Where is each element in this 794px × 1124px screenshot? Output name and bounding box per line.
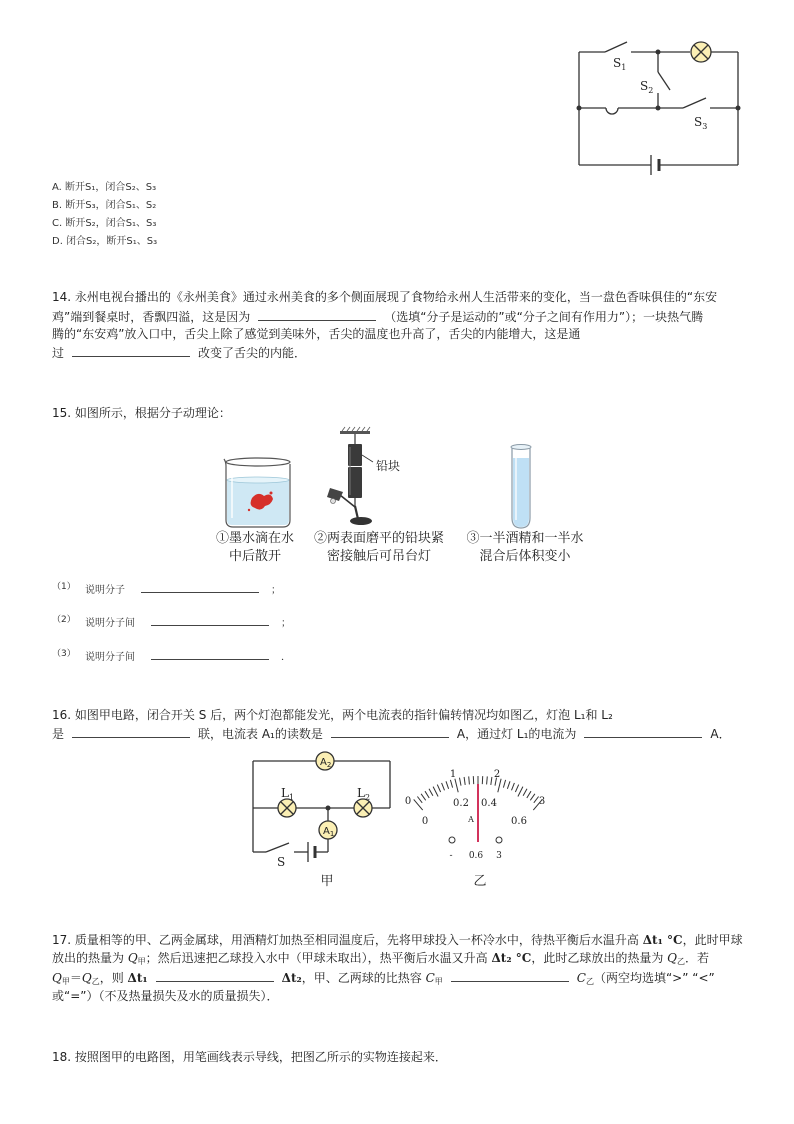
scale-tick	[491, 777, 492, 785]
scale-tick	[530, 794, 535, 801]
q16-circuit-diagram	[240, 745, 400, 870]
caption-line: ②两表面磨平的铅块紧	[313, 531, 444, 546]
figure-caption-2	[309, 530, 449, 566]
part-number: （1）	[52, 582, 76, 592]
caption-line: 密接触后可吊台灯	[326, 549, 431, 564]
scale-tick	[518, 787, 523, 797]
q14-text: 过	[52, 346, 65, 360]
math-eq: ＝	[69, 971, 82, 985]
scale-label-minor: 0	[421, 816, 429, 827]
scale-tick	[469, 776, 470, 784]
ammeter-a2-icon	[316, 752, 334, 770]
answer-blank	[72, 344, 190, 357]
q17-text: ，此时乙球放出的热量为	[531, 951, 668, 965]
label-l1: $L_1$	[281, 786, 295, 802]
scale-label-minor: 0.4	[481, 798, 497, 809]
ammeter-a1-icon	[319, 821, 337, 839]
caption-line: ①墨水滴在水	[215, 531, 294, 546]
scale-tick	[429, 789, 433, 796]
q17-text: ．若	[685, 951, 710, 965]
q16-line-2	[52, 725, 731, 742]
answer-blank	[151, 614, 269, 626]
scale-tick	[442, 783, 445, 790]
switch-s1-blade	[605, 42, 627, 52]
answer-blank	[141, 581, 259, 593]
figure-label-yi: 乙	[473, 874, 487, 889]
scale-tick	[425, 791, 429, 798]
math-delta-t2: Δt₂ °C	[491, 951, 532, 965]
scale-tick	[512, 783, 515, 790]
q16-text: A，通过灯 L₁的电流为	[456, 727, 577, 741]
option-b: B. 断开S₃，闭合S₁、S₂	[52, 200, 157, 211]
q15-part-2	[52, 612, 291, 632]
answer-blank	[258, 308, 376, 321]
battery-icon	[308, 842, 315, 862]
q15-part-3	[52, 646, 291, 666]
option-a: A. 断开S₁，闭合S₂、S₃	[52, 182, 157, 193]
scale-label-major: 0	[404, 796, 412, 807]
terminal-label: 3	[496, 851, 502, 861]
scale-label-minor: 0.2	[453, 798, 469, 809]
scale-tick	[523, 789, 527, 796]
lead-block-apparatus-icon	[327, 427, 400, 525]
q14-text: 鸡”端到餐桌时，香飘四溢，这是因为	[52, 310, 251, 324]
scale-tick	[455, 779, 458, 793]
q16-text: 联，电流表 A₁的读数是	[198, 727, 323, 741]
label-s3: $S_3$	[694, 115, 708, 131]
scale-tick	[450, 780, 452, 788]
figure-caption-1	[200, 530, 310, 566]
caption-line: 中后散开	[228, 549, 281, 564]
math-sub: 乙	[677, 957, 686, 966]
junction-dot	[326, 806, 331, 811]
scale-tick	[498, 779, 501, 793]
q16-text: 是	[52, 727, 65, 741]
scale-tick	[507, 781, 510, 789]
scale-tick	[464, 777, 465, 785]
switch-s3-blade	[683, 98, 706, 108]
q17-text: ，则	[99, 971, 128, 985]
part-end: ．	[281, 652, 291, 663]
q16-text: A．	[710, 727, 731, 741]
beaker-icon	[224, 458, 290, 527]
caption-line: 混合后体积变小	[479, 549, 571, 564]
terminal-posts	[449, 837, 502, 843]
circuit-wires	[579, 42, 738, 165]
math-delta-t1: Δt₁	[127, 971, 148, 985]
math-sub: 甲	[137, 957, 146, 966]
q14-text: （选填“分子是运动的”或“分子之间有作用力”）；一块热气腾	[384, 310, 704, 324]
q17-line-2	[52, 950, 709, 970]
lamp-icon	[691, 42, 711, 62]
q15-part-1	[52, 579, 281, 599]
q17-text: ，此时甲球	[682, 933, 743, 947]
math-c: C	[425, 971, 435, 985]
q17-text: ；然后迅速把乙球投入水中（甲球未取出），热平衡后水温又升高	[145, 951, 492, 965]
answer-blank	[451, 969, 569, 982]
scale-tick	[460, 778, 462, 786]
scale-label-minor: 0.6	[511, 816, 527, 827]
option-c: C. 断开S₂，闭合S₁、S₃	[52, 218, 157, 229]
q18-text: 18. 按照图甲的电路图，用笔画线表示导线，把图乙所示的实物连接起来．	[52, 1050, 447, 1064]
battery-icon	[651, 155, 659, 175]
q14-line-1: 14. 永州电视台播出的《永州美食》通过永州美食的多个侧面展现了食物给永州人生活带来的变化，当一盘色香味俱佳的“东安	[52, 290, 718, 304]
q14-line-3: 腾的“东安鸡”放入口中，舌尖上除了感觉到美味外，舌尖的温度也升高了，舌尖的内能增大，这是通	[52, 327, 581, 341]
part-end: ；	[281, 618, 291, 629]
scale-tick	[446, 781, 449, 789]
math-q: Q	[81, 971, 92, 985]
terminal-label: 0.6	[468, 851, 484, 861]
math-q: Q	[52, 971, 62, 985]
scale-tick	[437, 785, 440, 792]
math-delta-t2: Δt₂	[281, 971, 302, 985]
part-text: 说明分子间	[85, 652, 135, 663]
q15-figures	[200, 425, 600, 535]
scale-tick	[433, 787, 438, 797]
q14-text: 改变了舌尖的内能．	[198, 346, 307, 360]
scale-tick	[503, 780, 505, 788]
figure-label-jia: 甲	[320, 874, 334, 889]
answer-blank	[584, 725, 702, 738]
test-tube-icon	[511, 445, 531, 529]
answer-blank	[156, 969, 274, 982]
q14-line-2	[52, 308, 703, 325]
q13-circuit-diagram	[570, 35, 750, 185]
scale-tick	[421, 794, 426, 801]
answer-blank	[331, 725, 449, 738]
scale-tick	[527, 791, 531, 798]
q17-line-3	[52, 969, 715, 990]
scale-tick	[487, 776, 488, 784]
svg-text:A2: $A_2$	[320, 757, 332, 769]
math-sub: 甲	[61, 977, 70, 986]
scale-label-major: 1	[449, 769, 457, 780]
svg-text:A1: $A_1$	[323, 826, 335, 838]
math-sub: 乙	[585, 977, 594, 986]
part-text: 说明分子	[85, 585, 125, 596]
scale-tick	[417, 797, 422, 803]
answer-blank	[72, 725, 190, 738]
label-s2: $S_2$	[640, 79, 654, 95]
math-sub: 乙	[91, 977, 100, 986]
option-d: D. 闭合S₂，断开S₁、S₃	[52, 236, 158, 247]
q17-text: ，甲、乙两球的比热容	[301, 971, 426, 985]
q15-title: 15. 如图所示，根据分子动理论：	[52, 406, 231, 420]
scale-label-major: 3	[538, 796, 546, 807]
part-end: ；	[271, 585, 281, 596]
math-q: Q	[127, 951, 138, 965]
q16-line-1: 16. 如图甲电路，闭合开关 S 后，两个灯泡都能发光，两个电流表的指针偏转情况均如图乙，灯泡 L₁和 L₂	[52, 708, 613, 722]
switch-s-blade	[266, 843, 289, 852]
scale-label-major: 2	[493, 769, 501, 780]
part-number: （2）	[52, 615, 76, 625]
label-s1: $S_1$	[613, 56, 627, 72]
figure-caption-3	[460, 530, 590, 566]
q16-ammeter-dial	[395, 760, 555, 865]
q17-line-4: 或“=”）（不及热量损失及水的质量损失）．	[52, 989, 279, 1003]
wire-crossing-hop	[606, 108, 618, 114]
unit-label: A	[468, 815, 474, 824]
terminal-label: -	[449, 851, 453, 861]
caption-line: ③一半酒精和一半水	[466, 531, 584, 546]
answer-blank	[151, 648, 269, 660]
part-text: 说明分子间	[85, 618, 135, 629]
q14-line-4	[52, 344, 306, 361]
q17-text: 放出的热量为	[52, 951, 128, 965]
math-c: C	[576, 971, 586, 985]
scale-tick	[515, 785, 518, 792]
q17-line-1	[52, 932, 743, 948]
math-q: Q	[667, 951, 678, 965]
part-number: （3）	[52, 649, 76, 659]
q17-text: 17. 质量相等的甲、乙两金属球，用酒精灯加热至相同温度后，先将甲球投入一杯冷水中，待热平衡后水温升高	[52, 933, 643, 947]
label-s: S	[277, 855, 286, 869]
q17-text: （两空均选填“>” “<”	[593, 971, 715, 985]
label-l2: $L_2$	[357, 786, 371, 802]
math-delta-t1: Δt₁ °C	[642, 933, 683, 947]
math-sub: 甲	[434, 977, 443, 986]
switch-s2-blade	[658, 72, 670, 90]
lead-block-label: 铅块	[376, 459, 401, 473]
